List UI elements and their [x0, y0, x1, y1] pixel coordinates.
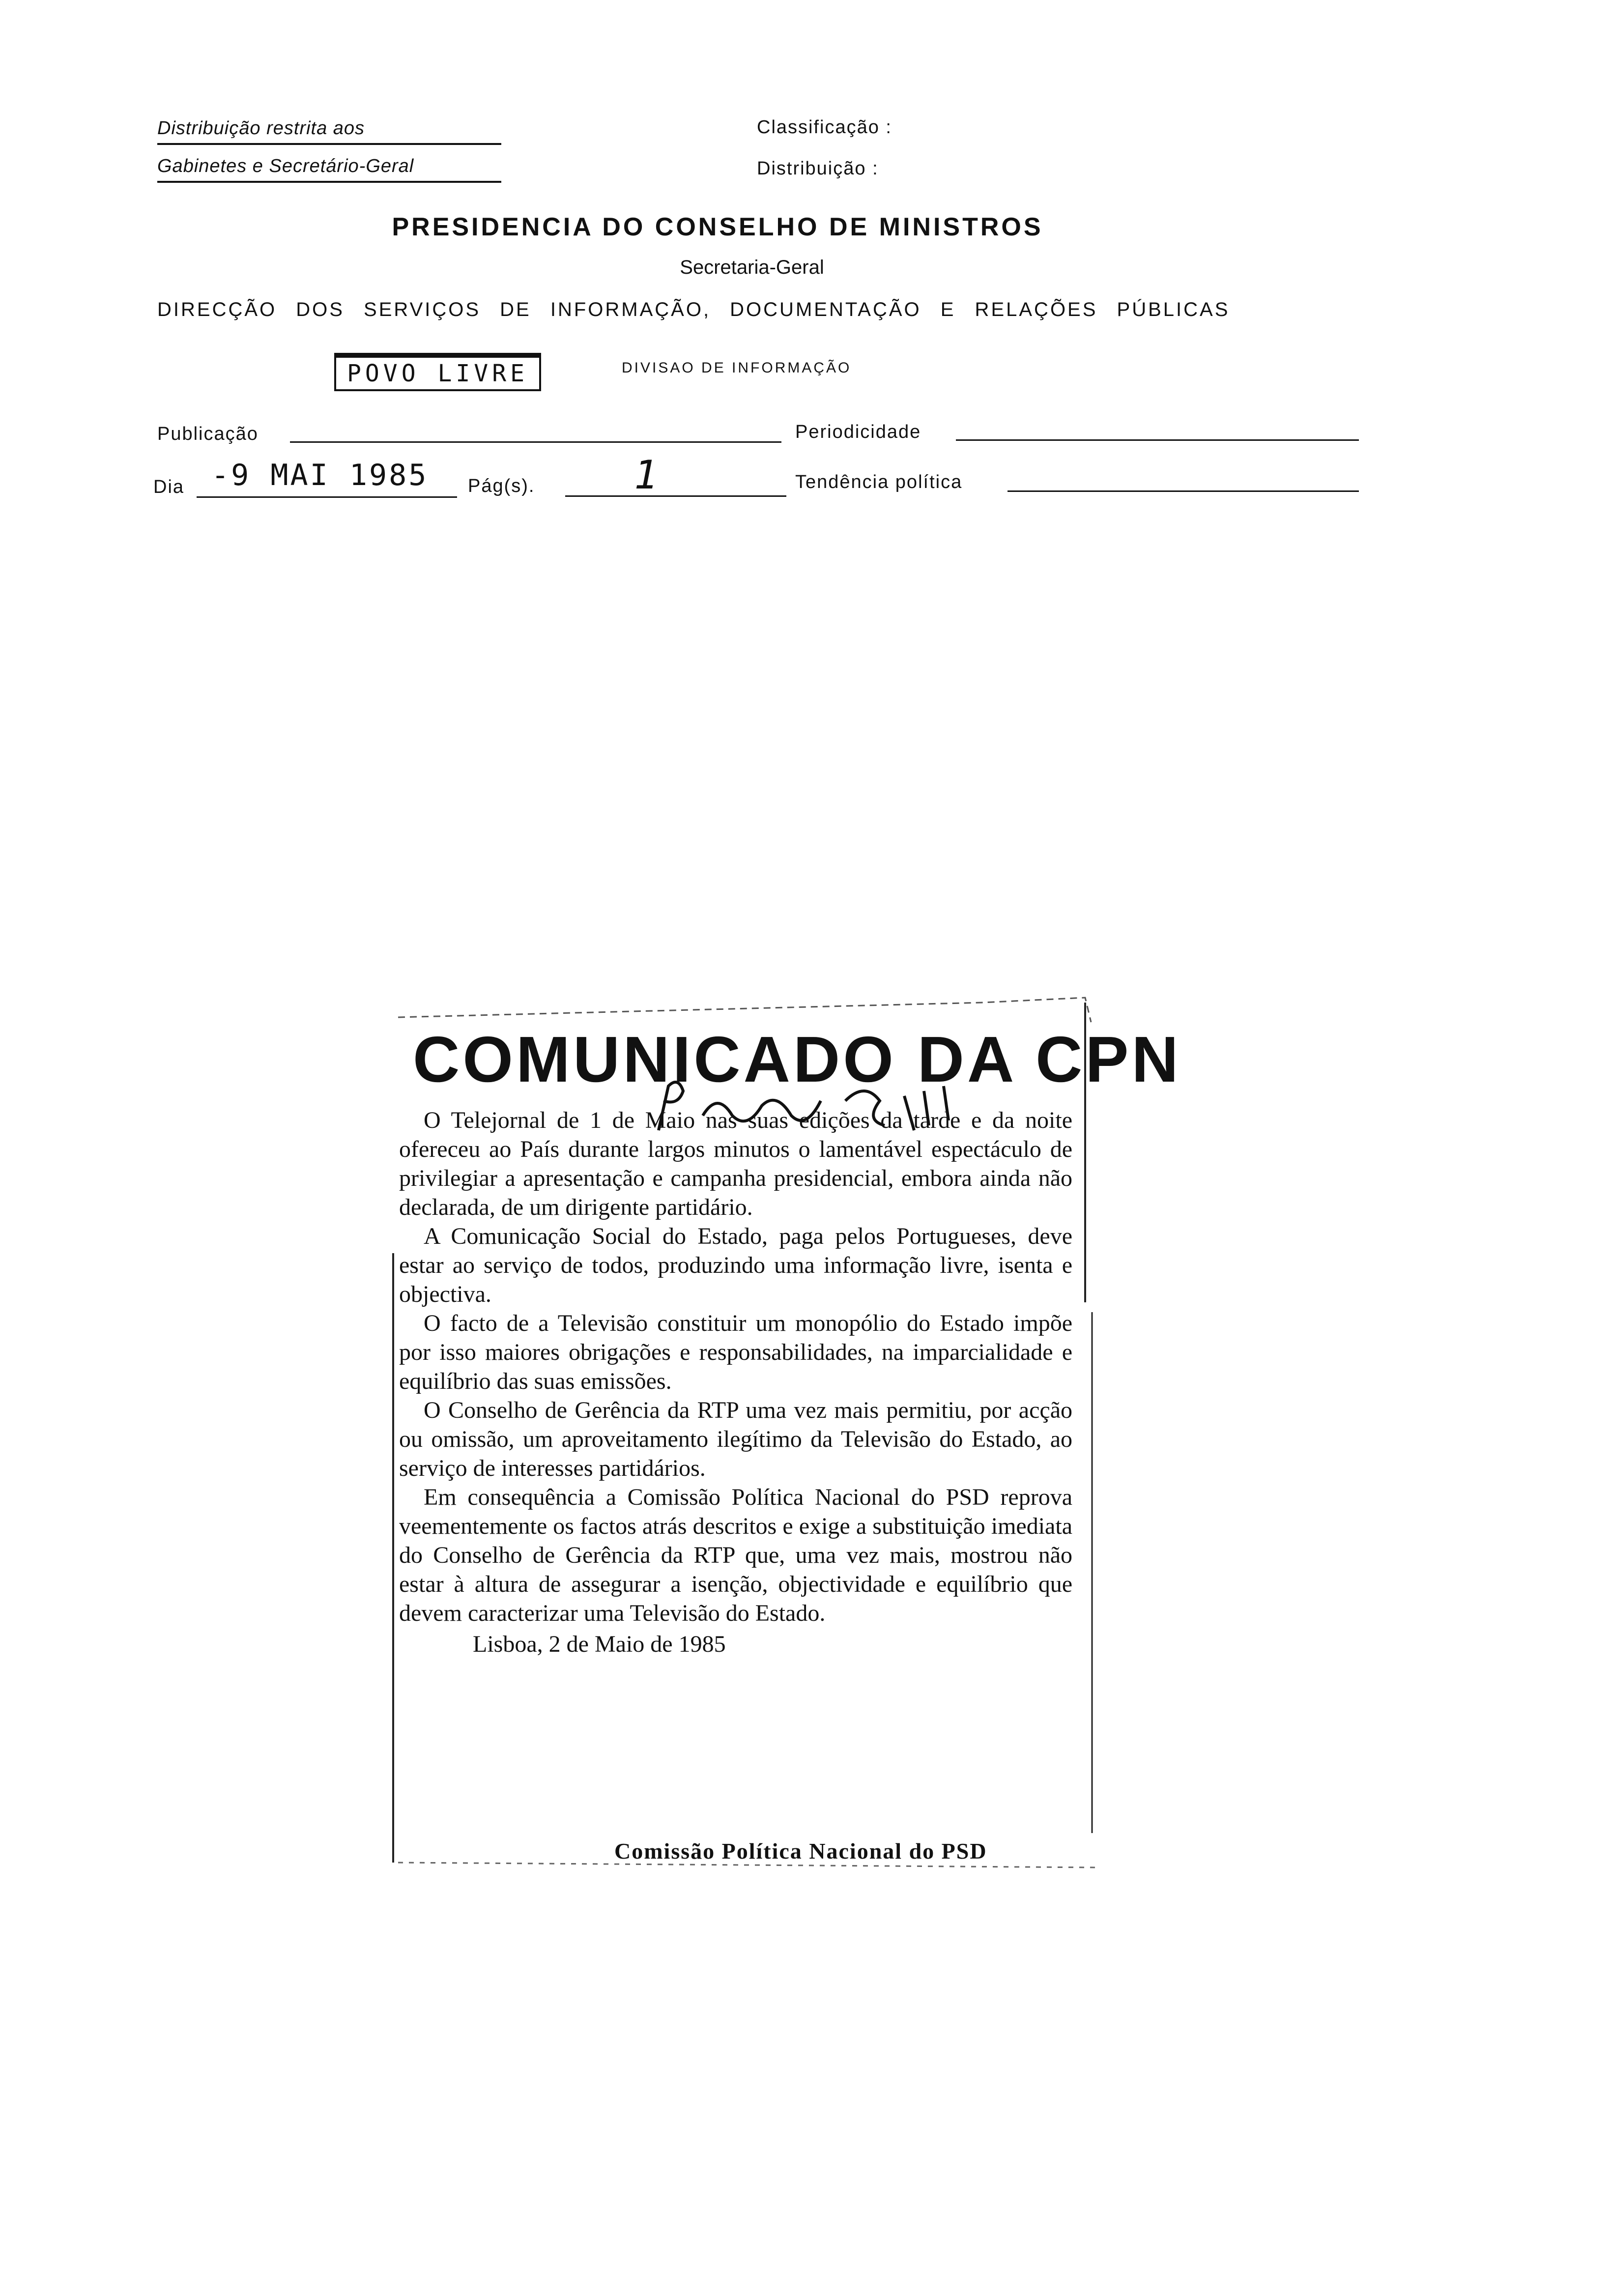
classificacao-label: Classificação :: [757, 117, 892, 138]
pags-label: Pág(s).: [468, 476, 535, 496]
periodicidade-label: Periodicidade: [795, 422, 921, 442]
article-dateline: Lisboa, 2 de Maio de 1985: [473, 1631, 726, 1657]
article-paragraph-4: O Conselho de Gerência da RTP uma vez mais permitiu, por acção ou omissão, um aproveitamento ilegítimo da Televisão do Estado, ao serviço de interesses partidários.: [399, 1397, 1072, 1481]
article-signature: Comissão Política Nacional do PSD: [614, 1838, 987, 1864]
clipping-headline: COMUNICADO DA CPN: [413, 1023, 1181, 1095]
tendencia-line: [1008, 490, 1359, 492]
publication-stamp: POVO LIVRE: [334, 353, 541, 391]
page-subtitle: Secretaria-Geral: [680, 257, 824, 278]
pags-line: [565, 495, 786, 497]
dia-line: [197, 496, 457, 498]
article-paragraph-1: O Telejornal de 1 de Maio nas suas edições da tarde e da noite ofereceu ao País durante largos minutos o lamentável espectáculo de privilegiar a apresentação e campanha presidencial, embora ainda não declarada, de um dirigente partidário.: [399, 1107, 1072, 1220]
article-paragraph-2: A Comunicação Social do Estado, paga pelos Portugueses, deve estar ao serviço de todos, produzindo uma informação livre, isenta e objectiva.: [399, 1223, 1072, 1307]
periodicidade-line: [956, 439, 1359, 441]
distribution-note-line1: Distribuição restrita aos: [157, 118, 501, 145]
division-label: DIVISAO DE INFORMAÇÃO: [622, 360, 852, 376]
distribuicao-label: Distribuição :: [757, 158, 879, 179]
article-paragraph-3: O facto de a Televisão constituir um monopólio do Estado impõe por isso maiores obrigações e responsabilidades, na imparcialidade e equilíbrio das suas emissões.: [399, 1310, 1072, 1394]
tendencia-label: Tendência política: [795, 472, 963, 492]
distribution-note-line2: Gabinetes e Secretário-Geral: [157, 156, 501, 183]
article-paragraph-5: Em consequência a Comissão Política Nacional do PSD reprova veementemente os factos atrás descritos e exige a substituição imediata do Conselho de Gerência da RTP que, uma vez mais, mostrou não estar à altura de assegurar a isenção, objectividade e equilíbrio que devem caracterizar uma Televisão do Estado.: [399, 1484, 1072, 1626]
directorate-line: DIRECÇÃO DOS SERVIÇOS DE INFORMAÇÃO, DOCUMENTAÇÃO E RELAÇÕES PÚBLICAS: [157, 299, 1230, 320]
clipping-article: [399, 1106, 1072, 1659]
publicacao-label: Publicação: [157, 424, 259, 444]
dia-value: -9 MAI 1985: [211, 458, 429, 492]
pags-value: 1: [634, 452, 660, 498]
page-title: PRESIDENCIA DO CONSELHO DE MINISTROS: [392, 213, 1043, 241]
distribution-note: [157, 118, 501, 183]
publicacao-line: [290, 441, 781, 443]
dia-label: Dia: [153, 477, 185, 497]
